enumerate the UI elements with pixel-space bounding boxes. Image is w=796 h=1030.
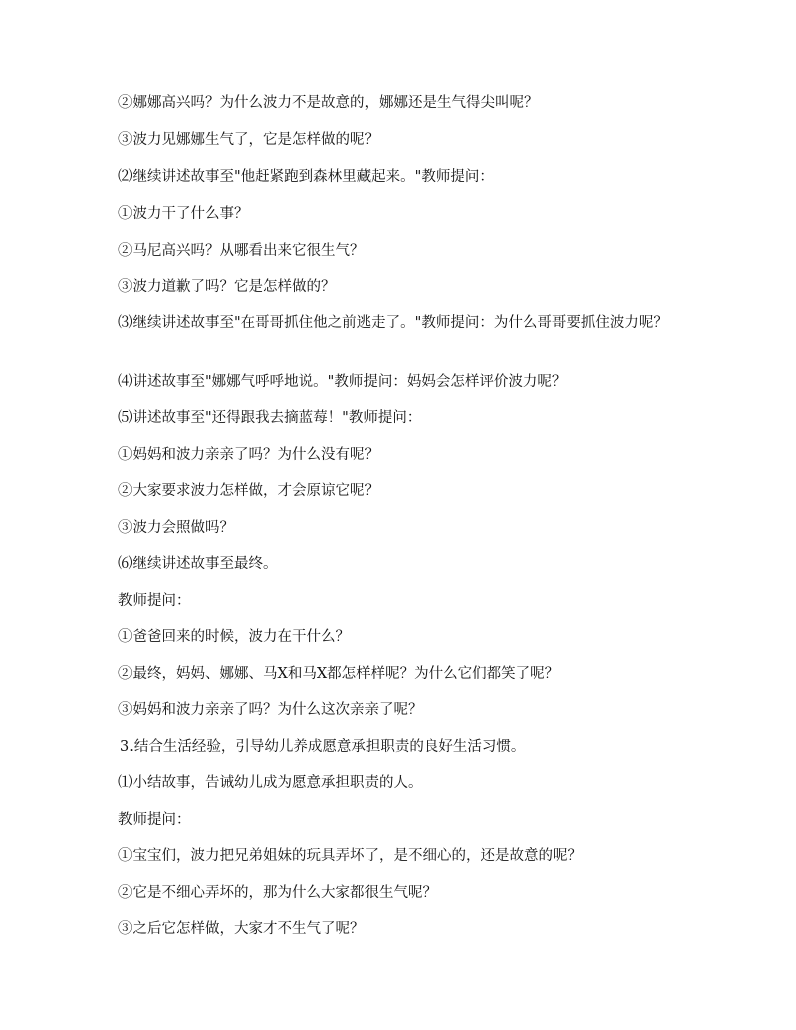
story-step: ⑶继续讲述故事至"在哥哥抓住他之前逃走了。"教师提问：为什么哥哥要抓住波力呢？ <box>118 315 668 331</box>
question-line: ②它是不细心弄坏的，那为什么大家都很生气呢？ <box>118 885 437 901</box>
question-line: ②马尼高兴吗？从哪看出来它很生气？ <box>118 243 365 259</box>
question-line: ③之后它怎样做，大家才不生气了呢？ <box>118 921 365 937</box>
question-line: ②最终，妈妈、娜娜、马X和马X都怎样样呢？为什么它们都笑了呢？ <box>118 666 560 682</box>
story-step: ⑹继续讲述故事至最终。 <box>118 556 278 572</box>
question-line: ③波力道歉了吗？它是怎样做的？ <box>118 279 336 295</box>
question-line: ①妈妈和波力亲亲了吗？为什么没有呢？ <box>118 447 379 463</box>
story-step: ⑸讲述故事至"还得跟我去摘蓝莓！"教师提问： <box>118 410 422 426</box>
question-line: ②娜娜高兴吗？为什么波力不是故意的，娜娜还是生气得尖叫呢？ <box>118 95 539 111</box>
question-line: ①波力干了什么事？ <box>118 206 249 222</box>
story-step: ⑴小结故事，告诫幼儿成为愿意承担职责的人。 <box>118 775 423 791</box>
question-line: ②大家要求波力怎样做，才会原谅它呢？ <box>118 483 379 499</box>
question-line: ①爸爸回来的时候，波力在干什么？ <box>118 629 350 645</box>
section-heading: 3.结合生活经验，引导幼儿养成愿意承担职责的良好生活习惯。 <box>120 739 526 755</box>
story-step: ⑵继续讲述故事至"他赶紧跑到森林里藏起来。"教师提问： <box>118 169 494 185</box>
teacher-question-heading: 教师提问： <box>118 593 191 609</box>
teacher-question-heading: 教师提问： <box>118 812 191 828</box>
question-line: ③波力见娜娜生气了，它是怎样做的呢？ <box>118 132 379 148</box>
question-line: ①宝宝们，波力把兄弟姐妹的玩具弄坏了，是不细心的，还是故意的呢？ <box>118 848 582 864</box>
question-line: ③妈妈和波力亲亲了吗？为什么这次亲亲了呢？ <box>118 702 423 718</box>
question-line: ③波力会照做吗？ <box>118 520 234 536</box>
story-step: ⑷讲述故事至"娜娜气呼呼地说。"教师提问：妈妈会怎样评价波力呢？ <box>118 374 567 390</box>
